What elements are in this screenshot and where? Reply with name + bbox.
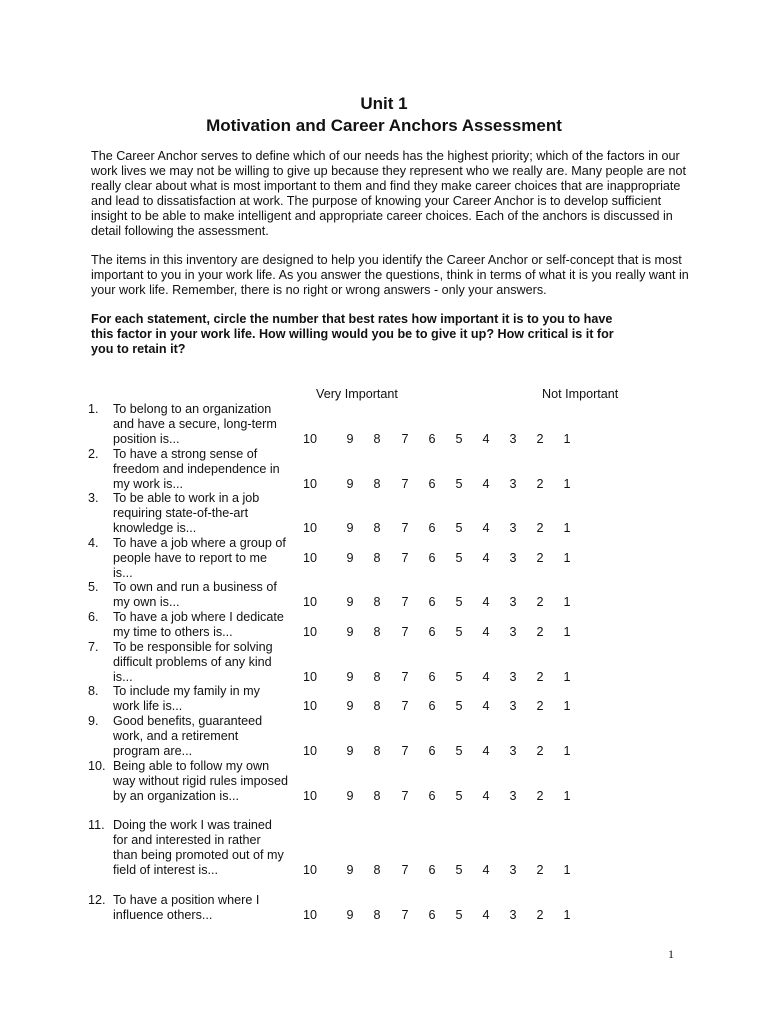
rating-option[interactable]: 4 bbox=[482, 908, 490, 922]
rating-option[interactable]: 4 bbox=[482, 477, 490, 491]
rating-option[interactable]: 8 bbox=[373, 551, 381, 565]
rating-option[interactable]: 2 bbox=[536, 477, 544, 491]
rating-option[interactable]: 2 bbox=[536, 551, 544, 565]
rating-option[interactable]: 3 bbox=[509, 551, 517, 565]
rating-option[interactable]: 5 bbox=[455, 477, 463, 491]
rating-option[interactable]: 8 bbox=[373, 477, 381, 491]
rating-option[interactable]: 9 bbox=[346, 908, 354, 922]
rating-option[interactable]: 6 bbox=[428, 432, 436, 446]
rating-option[interactable]: 8 bbox=[373, 744, 381, 758]
rating-option[interactable]: 3 bbox=[509, 521, 517, 535]
rating-option[interactable]: 4 bbox=[482, 521, 490, 535]
item-statement: Good benefits, guaranteed work, and a retirement program are... bbox=[113, 714, 263, 758]
rating-option[interactable]: 10 bbox=[302, 477, 317, 491]
rating-option[interactable]: 6 bbox=[428, 789, 436, 803]
rating-option[interactable]: 5 bbox=[455, 908, 463, 922]
rating-option[interactable]: 3 bbox=[509, 432, 517, 446]
rating-scale bbox=[300, 625, 590, 640]
rating-option[interactable]: 7 bbox=[401, 670, 409, 684]
rating-option[interactable]: 10 bbox=[302, 863, 317, 877]
rating-option[interactable]: 7 bbox=[401, 477, 409, 491]
rating-option[interactable]: 8 bbox=[373, 432, 381, 446]
rating-option[interactable]: 3 bbox=[509, 789, 517, 803]
item-statement: Doing the work I was trained for and interested in rather than being promoted out of my field of interest is... bbox=[113, 818, 284, 877]
item-number: 5. bbox=[88, 580, 99, 594]
rating-option[interactable]: 9 bbox=[346, 789, 354, 803]
item-number: 11. bbox=[88, 818, 105, 832]
item-statement: To own and run a business of my own is... bbox=[113, 580, 277, 609]
rating-option[interactable]: 7 bbox=[401, 699, 409, 713]
rating-option[interactable]: 4 bbox=[482, 595, 490, 609]
rating-scale bbox=[300, 432, 590, 447]
rating-option[interactable]: 2 bbox=[536, 863, 544, 877]
rating-option[interactable]: 6 bbox=[428, 908, 436, 922]
rating-option[interactable]: 7 bbox=[401, 744, 409, 758]
rating-option[interactable]: 4 bbox=[482, 699, 490, 713]
rating-option[interactable]: 1 bbox=[563, 699, 571, 713]
item-number: 12. bbox=[88, 893, 106, 907]
item-number: 3. bbox=[88, 491, 99, 505]
item-number: 10. bbox=[88, 759, 106, 773]
rating-option[interactable]: 2 bbox=[536, 789, 544, 803]
item-number: 2. bbox=[88, 447, 99, 461]
rating-option[interactable]: 5 bbox=[455, 670, 463, 684]
rating-option[interactable]: 10 bbox=[302, 521, 317, 535]
rating-option[interactable]: 3 bbox=[509, 699, 517, 713]
rating-option[interactable]: 1 bbox=[563, 625, 571, 639]
rating-option[interactable]: 6 bbox=[428, 863, 436, 877]
item-number: 8. bbox=[88, 684, 99, 698]
rating-option[interactable]: 10 bbox=[302, 432, 317, 446]
rating-option[interactable]: 10 bbox=[302, 670, 317, 684]
rating-scale bbox=[300, 551, 590, 566]
item-statement: To have a position where I influence others... bbox=[113, 893, 260, 922]
rating-option[interactable]: 9 bbox=[346, 699, 354, 713]
rating-option[interactable]: 4 bbox=[482, 432, 490, 446]
rating-option[interactable]: 4 bbox=[482, 863, 490, 877]
rating-option[interactable]: 5 bbox=[455, 744, 463, 758]
rating-option[interactable]: 4 bbox=[482, 744, 490, 758]
rating-option[interactable]: 6 bbox=[428, 625, 436, 639]
rating-scale bbox=[300, 789, 590, 804]
rating-option[interactable]: 5 bbox=[455, 595, 463, 609]
rating-option[interactable]: 1 bbox=[563, 432, 571, 446]
rating-option[interactable]: 8 bbox=[373, 670, 381, 684]
rating-option[interactable]: 9 bbox=[346, 863, 354, 877]
rating-option[interactable]: 4 bbox=[482, 625, 490, 639]
rating-option[interactable]: 8 bbox=[373, 863, 381, 877]
rating-option[interactable]: 10 bbox=[302, 789, 317, 803]
intro-paragraph-1: The Career Anchor serves to define which of our needs has the highest priority; which of the factors in our work lives we may not be willing to give up because they represent who we really are. Many people are not really clear about what is most important to them and find they make career choices that are inappropriate and lead to dissatisfaction at work. The purpose of knowing your Career Anchor is to develop sufficient insight to be able to make intelligent and appropriate career choices. Each of the anchors is discussed in detail following the assessment. bbox=[91, 149, 687, 238]
rating-option[interactable]: 5 bbox=[455, 699, 463, 713]
rating-option[interactable]: 10 bbox=[302, 744, 317, 758]
rating-option[interactable]: 1 bbox=[563, 551, 571, 565]
item-statement: To include my family in my work life is... bbox=[113, 684, 260, 713]
rating-option[interactable]: 3 bbox=[509, 670, 517, 684]
rating-option[interactable]: 6 bbox=[428, 521, 436, 535]
item-statement: Being able to follow my own way without rigid rules imposed by an organization is... bbox=[113, 759, 288, 803]
rating-option[interactable]: 2 bbox=[536, 908, 544, 922]
rating-option[interactable]: 10 bbox=[302, 551, 317, 565]
rating-option[interactable]: 9 bbox=[346, 432, 354, 446]
rating-option[interactable]: 6 bbox=[428, 744, 436, 758]
rating-option[interactable]: 4 bbox=[482, 789, 490, 803]
rating-option[interactable]: 1 bbox=[563, 744, 571, 758]
intro-paragraph-2: The items in this inventory are designed to help you identify the Career Anchor or self-concept that is most important to you in your work life. As you answer the questions, think in terms of what it is you really want in your work life. Remember, there is no right or wrong answers - only your answers. bbox=[91, 253, 689, 297]
rating-option[interactable]: 3 bbox=[509, 863, 517, 877]
rating-option[interactable]: 7 bbox=[401, 595, 409, 609]
rating-option[interactable]: 9 bbox=[346, 477, 354, 491]
rating-option[interactable]: 10 bbox=[302, 699, 317, 713]
unit-heading: Unit 1 bbox=[360, 94, 408, 113]
item-statement: To have a strong sense of freedom and independence in my work is... bbox=[113, 447, 280, 491]
rating-option[interactable]: 3 bbox=[509, 595, 517, 609]
rating-option[interactable]: 1 bbox=[563, 670, 571, 684]
rating-option[interactable]: 1 bbox=[563, 477, 571, 491]
rating-option[interactable]: 2 bbox=[536, 670, 544, 684]
rating-option[interactable]: 1 bbox=[563, 521, 571, 535]
rating-option[interactable]: 5 bbox=[455, 551, 463, 565]
item-number: 1. bbox=[88, 402, 99, 416]
rating-option[interactable]: 1 bbox=[563, 863, 571, 877]
rating-option[interactable]: 3 bbox=[509, 908, 517, 922]
rating-option[interactable]: 5 bbox=[455, 789, 463, 803]
item-statement: To have a job where a group of people have to report to me is... bbox=[113, 536, 286, 580]
rating-scale bbox=[300, 744, 590, 759]
item-number: 7. bbox=[88, 640, 99, 654]
rating-scale bbox=[300, 477, 590, 492]
rating-option[interactable]: 8 bbox=[373, 908, 381, 922]
rating-option[interactable]: 9 bbox=[346, 670, 354, 684]
rating-option[interactable]: 9 bbox=[346, 595, 354, 609]
rating-option[interactable]: 2 bbox=[536, 521, 544, 535]
rating-option[interactable]: 1 bbox=[563, 595, 571, 609]
rating-scale bbox=[300, 595, 590, 610]
rating-option[interactable]: 10 bbox=[302, 625, 317, 639]
rating-option[interactable]: 1 bbox=[563, 789, 571, 803]
item-statement: To be able to work in a job requiring state-of-the-art knowledge is... bbox=[113, 491, 260, 535]
rating-option[interactable]: 2 bbox=[536, 625, 544, 639]
rating-option[interactable]: 2 bbox=[536, 699, 544, 713]
item-number: 4. bbox=[88, 536, 99, 550]
item-number: 9. bbox=[88, 714, 99, 728]
rating-option[interactable]: 9 bbox=[346, 625, 354, 639]
rating-option[interactable]: 10 bbox=[302, 908, 317, 922]
rating-option[interactable]: 8 bbox=[373, 595, 381, 609]
rating-scale bbox=[300, 670, 590, 685]
instruction-paragraph: For each statement, circle the number that best rates how important it is to you to have this factor in your work life. How willing would you be to give it up? How critical is it for you to retain it? bbox=[91, 312, 614, 356]
rating-scale bbox=[300, 521, 590, 536]
rating-option[interactable]: 3 bbox=[509, 477, 517, 491]
item-number: 6. bbox=[88, 610, 99, 624]
rating-option[interactable]: 5 bbox=[455, 521, 463, 535]
rating-option[interactable]: 2 bbox=[536, 595, 544, 609]
rating-option[interactable]: 4 bbox=[482, 670, 490, 684]
scale-label-very-important: Very Important bbox=[316, 387, 398, 401]
rating-option[interactable]: 2 bbox=[536, 432, 544, 446]
rating-option[interactable]: 3 bbox=[509, 744, 517, 758]
rating-scale bbox=[300, 908, 590, 923]
rating-option[interactable]: 1 bbox=[563, 908, 571, 922]
rating-option[interactable]: 8 bbox=[373, 521, 381, 535]
rating-option[interactable]: 6 bbox=[428, 551, 436, 565]
rating-option[interactable]: 7 bbox=[401, 625, 409, 639]
rating-option[interactable]: 7 bbox=[401, 521, 409, 535]
item-statement: To have a job where I dedicate my time to others is... bbox=[113, 610, 284, 639]
rating-option[interactable]: 8 bbox=[373, 789, 381, 803]
rating-option[interactable]: 6 bbox=[428, 595, 436, 609]
rating-option[interactable]: 2 bbox=[536, 744, 544, 758]
item-statement: To belong to an organization and have a secure, long-term position is... bbox=[113, 402, 277, 446]
rating-option[interactable]: 5 bbox=[455, 625, 463, 639]
item-statement: To be responsible for solving difficult problems of any kind is... bbox=[113, 640, 273, 684]
rating-scale bbox=[300, 863, 590, 878]
rating-option[interactable]: 5 bbox=[455, 863, 463, 877]
rating-option[interactable]: 7 bbox=[401, 789, 409, 803]
rating-option[interactable]: 7 bbox=[401, 551, 409, 565]
rating-option[interactable]: 7 bbox=[401, 863, 409, 877]
rating-option[interactable]: 6 bbox=[428, 670, 436, 684]
rating-option[interactable]: 4 bbox=[482, 551, 490, 565]
page-number: 1 bbox=[668, 947, 674, 961]
rating-option[interactable]: 8 bbox=[373, 699, 381, 713]
rating-option[interactable]: 9 bbox=[346, 744, 354, 758]
rating-option[interactable]: 5 bbox=[455, 432, 463, 446]
rating-option[interactable]: 9 bbox=[346, 551, 354, 565]
rating-option[interactable]: 8 bbox=[373, 625, 381, 639]
rating-option[interactable]: 10 bbox=[302, 595, 317, 609]
scale-label-not-important: Not Important bbox=[542, 387, 619, 401]
rating-option[interactable]: 7 bbox=[401, 908, 409, 922]
rating-option[interactable]: 3 bbox=[509, 625, 517, 639]
rating-scale bbox=[300, 699, 590, 714]
rating-option[interactable]: 9 bbox=[346, 521, 354, 535]
page-title: Motivation and Career Anchors Assessment bbox=[206, 116, 562, 135]
rating-option[interactable]: 6 bbox=[428, 477, 436, 491]
rating-option[interactable]: 7 bbox=[401, 432, 409, 446]
rating-option[interactable]: 6 bbox=[428, 699, 436, 713]
